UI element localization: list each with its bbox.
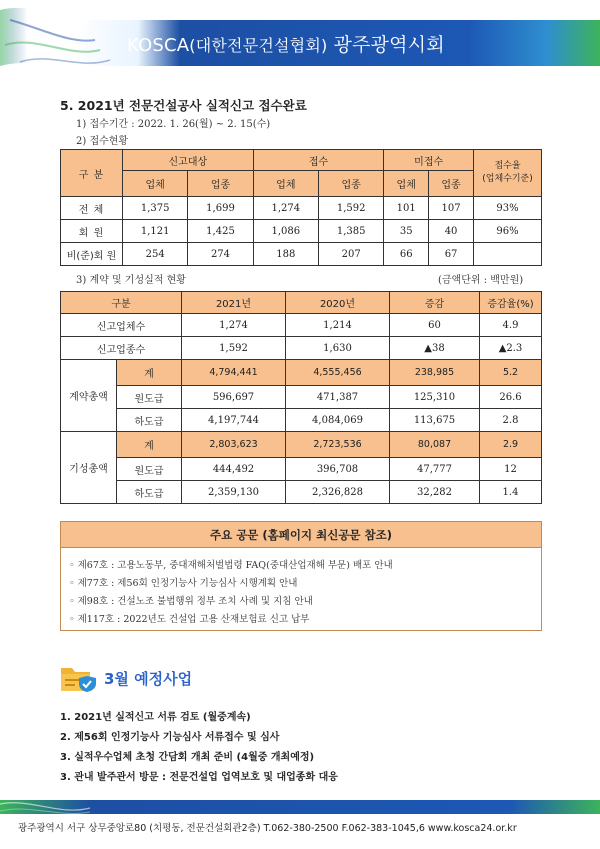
cell: 93% (474, 197, 542, 220)
group-label-progress: 기성총액 (61, 432, 117, 504)
cell: 1,592 (182, 337, 286, 360)
table-row (61, 197, 542, 220)
table-row (61, 243, 542, 266)
cell: 1,385 (318, 220, 383, 243)
row-label: 원도급 (117, 386, 182, 409)
cell: 1.4 (480, 481, 542, 504)
contract-table (60, 291, 542, 504)
table-row (61, 432, 542, 458)
cell: ▲2.3 (480, 337, 542, 360)
cell: 4,084,069 (286, 409, 390, 432)
cell: 125,310 (390, 386, 480, 409)
sub-header: 업종 (188, 171, 253, 197)
footer (0, 798, 600, 849)
col-group-header: 구 분 (61, 150, 123, 197)
cell: 40 (429, 220, 474, 243)
notice-item: ◦ 제67호 : 고용노동부, 중대재해처벌법령 FAQ(중대산업재해 부문) 배포 안내 (69, 560, 393, 571)
cell: 1,699 (188, 197, 253, 220)
plan-item: 3. 관내 발주관서 방문 : 전문건설업 업역보호 및 대업종화 대응 (60, 772, 338, 783)
cell: 26.6 (480, 386, 542, 409)
sub-header: 업체 (253, 171, 318, 197)
cell: 1,274 (182, 314, 286, 337)
table-row (61, 481, 542, 504)
cell: 596,697 (182, 386, 286, 409)
cell: 471,387 (286, 386, 390, 409)
cell: 60 (390, 314, 480, 337)
cell: 66 (384, 243, 429, 266)
cell: 4,794,441 (182, 360, 286, 386)
table-header: 구분 (61, 292, 182, 314)
cell: 1,592 (318, 197, 383, 220)
notice-item: ◦ 제98호 : 건설노조 불법행위 정부 조치 사례 및 지침 안내 (69, 596, 313, 607)
table-row (61, 386, 542, 409)
row-label: 전 체 (61, 197, 123, 220)
cell: 35 (384, 220, 429, 243)
plan-item: 1. 2021년 실적신고 서류 검토 (월중계속) (60, 712, 251, 723)
cell: 2,723,536 (286, 432, 390, 458)
cell: 1,630 (286, 337, 390, 360)
cell: 5.2 (480, 360, 542, 386)
sub-header: 업체 (123, 171, 188, 197)
cell: 2,326,828 (286, 481, 390, 504)
cell: 444,492 (182, 458, 286, 481)
row-label: 계 (117, 432, 182, 458)
group-header: 신고대상 (123, 150, 254, 171)
notices-box (60, 548, 542, 631)
cell: 188 (253, 243, 318, 266)
cell: 113,675 (390, 409, 480, 432)
table-row (61, 314, 542, 337)
cell: 4,197,744 (182, 409, 286, 432)
table-row (61, 337, 542, 360)
row-label: 계 (117, 360, 182, 386)
table-header: 증감 (390, 292, 480, 314)
cell: 107 (429, 197, 474, 220)
cell: 4,555,456 (286, 360, 390, 386)
sub-header: 업종 (429, 171, 474, 197)
row-label: 원도급 (117, 458, 182, 481)
cell: 101 (384, 197, 429, 220)
plan-item: 3. 실적우수업체 초청 간담회 개최 준비 (4월중 개최예정) (60, 752, 315, 763)
cell: 207 (318, 243, 383, 266)
cell: 1,274 (253, 197, 318, 220)
row-label: 신고업종수 (61, 337, 182, 360)
cell: 32,282 (390, 481, 480, 504)
group-header: 미접수 (384, 150, 474, 171)
cell: 2.9 (480, 432, 542, 458)
notices-title: 주요 공문 (홈페이지 최신공문 참조) (60, 521, 542, 548)
group-header: 접수 (253, 150, 384, 171)
notice-item: ◦ 제77호 : 제56회 인정기능사 기능심사 시행계획 안내 (69, 578, 298, 589)
cell: 96% (474, 220, 542, 243)
cell: ▲38 (390, 337, 480, 360)
table-header: 증감율(%) (480, 292, 542, 314)
reception-status-label: 2) 접수현황 (76, 136, 129, 147)
contract-label: 3) 계약 및 기성실적 현황 (76, 275, 186, 286)
header-title (127, 30, 445, 57)
row-label: 하도급 (117, 481, 182, 504)
row-label: 비(준)회 원 (61, 243, 123, 266)
rate-header-sub: (업체수기준) (482, 174, 533, 184)
org-ko: (대한전문건설협회) (189, 36, 328, 55)
cell: 1,086 (253, 220, 318, 243)
plan-item: 2. 제56회 인정기능사 기능심사 서류접수 및 심사 (60, 732, 280, 743)
section-title: 5. 2021년 전문건설공사 실적신고 접수완료 (60, 98, 307, 113)
cell: 238,985 (390, 360, 480, 386)
table-row (61, 409, 542, 432)
footer-address: 광주광역시 서구 상무중앙로80 (치평동, 전문건설회관2층) T.062-380-2500 F.062-383-1045,6 www.kosca24.or.kr (18, 823, 517, 834)
cell: 2,359,130 (182, 481, 286, 504)
cell: 80,087 (390, 432, 480, 458)
notice-item: ◦ 제117호 : 2022년도 건설업 고용 산재보험료 신고 납부 (69, 614, 310, 625)
cell: 1,214 (286, 314, 390, 337)
plans-title: 3월 예정사업 (104, 670, 193, 688)
header-banner (0, 0, 600, 82)
unit-label: (금액단위 : 백만원) (438, 275, 524, 286)
reception-period: 1) 접수기간 : 2022. 1. 26(월) ~ 2. 15(수) (76, 119, 271, 130)
org-en: KOSCA (127, 35, 190, 56)
cell: 47,777 (390, 458, 480, 481)
group-label-contract: 계약총액 (61, 360, 117, 432)
row-label: 회 원 (61, 220, 123, 243)
table-header: 2021년 (182, 292, 286, 314)
rate-header-title: 접수율 (494, 161, 521, 171)
cell: 4.9 (480, 314, 542, 337)
table-row (61, 220, 542, 243)
branch-name: 광주광역시회 (333, 34, 445, 56)
table-row (61, 458, 542, 481)
reception-status-table (60, 149, 542, 266)
cell (474, 243, 542, 266)
cell: 1,425 (188, 220, 253, 243)
cell: 396,708 (286, 458, 390, 481)
cell: 1,375 (123, 197, 188, 220)
sub-header: 업체 (384, 171, 429, 197)
footer-stripe (0, 798, 600, 818)
cell: 2.8 (480, 409, 542, 432)
cell: 274 (188, 243, 253, 266)
row-label: 하도급 (117, 409, 182, 432)
folder-shield-icon (60, 663, 98, 697)
sub-header: 업종 (318, 171, 383, 197)
table-header: 2020년 (286, 292, 390, 314)
row-label: 신고업체수 (61, 314, 182, 337)
rate-header (474, 150, 542, 197)
cell: 2,803,623 (182, 432, 286, 458)
cell: 254 (123, 243, 188, 266)
table-row (61, 360, 542, 386)
cell: 12 (480, 458, 542, 481)
cell: 67 (429, 243, 474, 266)
cell: 1,121 (123, 220, 188, 243)
